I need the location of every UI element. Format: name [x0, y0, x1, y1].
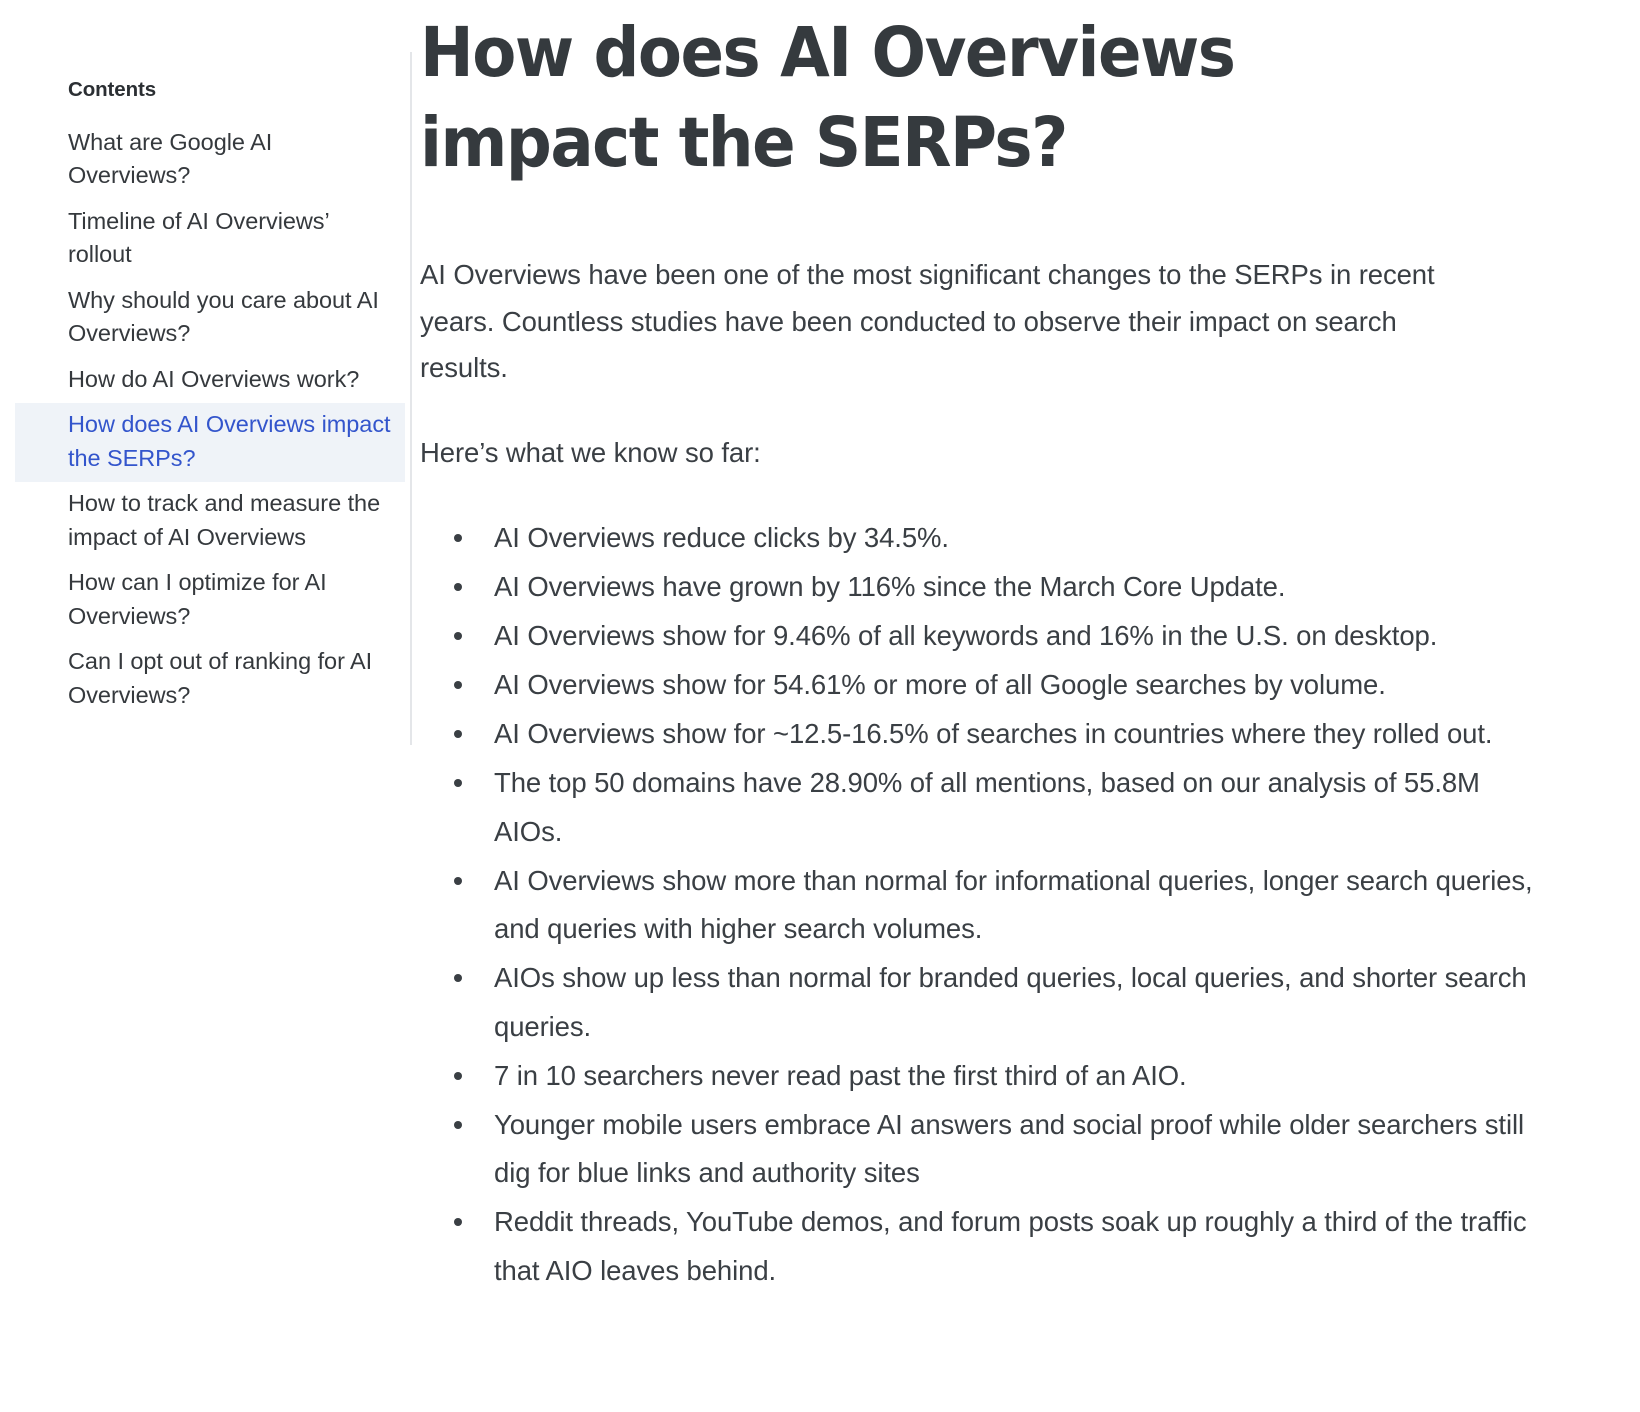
lead-in-paragraph: Here’s what we know so far:	[420, 436, 761, 468]
bullet-icon	[454, 681, 462, 689]
bullet-icon	[454, 779, 462, 787]
list-item	[420, 954, 1550, 1051]
list-item	[420, 563, 1550, 612]
bullet-icon	[454, 1072, 462, 1080]
toc-item-5[interactable]: How to track and measure the impact of AI Overviews	[68, 490, 381, 550]
toc-item-active-4[interactable]: How does AI Overviews impact the SERPs?	[15, 403, 405, 482]
list-item-text: Younger mobile users embrace AI answers and social proof while older searchers still dig for blue links and authority sites	[494, 1108, 1524, 1188]
bullet-icon	[454, 1121, 462, 1129]
list-item	[420, 857, 1550, 954]
list-item-text: AI Overviews show for ~12.5-16.5% of searches in countries where they rolled out.	[494, 718, 1493, 749]
fact-list	[420, 514, 1580, 1295]
list-item	[420, 1198, 1550, 1295]
list-item-text: AI Overviews reduce clicks by 34.5%.	[494, 522, 949, 553]
toc-item-0[interactable]: What are Google AI Overviews?	[68, 128, 273, 189]
list-item	[420, 710, 1550, 759]
list-item-text: AIOs show up less than normal for branded queries, local queries, and shorter search queries.	[494, 962, 1527, 1042]
article-body	[420, 252, 1580, 1295]
toc-item-7[interactable]: Can I opt out of ranking for AI Overviews?	[68, 648, 373, 708]
toc-item-1[interactable]: Timeline of AI Overviews’ rollout	[68, 207, 329, 268]
bullet-icon	[454, 974, 462, 982]
page-title: How does AI Overviews impact the SERPs?	[420, 13, 1235, 183]
list-item	[420, 661, 1550, 710]
list-item-text: AI Overviews show more than normal for informational queries, longer search queries, and queries with higher search volumes.	[494, 864, 1533, 944]
list-item-text: Reddit threads, YouTube demos, and forum posts soak up roughly a third of the traffic that AIO leaves behind.	[494, 1206, 1527, 1286]
toc-divider	[410, 52, 412, 745]
table-of-contents	[0, 0, 412, 1412]
article-main	[412, 0, 1640, 1296]
list-item-text: The top 50 domains have 28.90% of all mentions, based on our analysis of 55.8M AIOs.	[494, 767, 1480, 847]
toc-item-6[interactable]: How can I optimize for AI Overviews?	[68, 569, 327, 629]
list-item	[420, 1101, 1550, 1198]
bullet-icon	[454, 583, 462, 591]
list-item	[420, 514, 1550, 563]
list-item-text: AI Overviews show for 9.46% of all keywords and 16% in the U.S. on desktop.	[494, 620, 1438, 651]
toc-heading: Contents	[68, 78, 157, 101]
list-item	[420, 759, 1550, 856]
bullet-icon	[454, 1218, 462, 1226]
list-item-text: AI Overviews show for 54.61% or more of all Google searches by volume.	[494, 669, 1386, 700]
toc-item-2[interactable]: Why should you care about AI Overviews?	[68, 286, 379, 347]
list-item	[420, 612, 1550, 661]
list-item	[420, 1052, 1550, 1101]
list-item-text: 7 in 10 searchers never read past the first third of an AIO.	[494, 1059, 1187, 1091]
bullet-icon	[454, 877, 462, 885]
bullet-icon	[454, 730, 462, 738]
bullet-icon	[454, 632, 462, 640]
toc-item-3[interactable]: How do AI Overviews work?	[68, 365, 360, 392]
intro-paragraph: AI Overviews have been one of the most significant changes to the SERPs in recent years. Countless studies have been conducted to observe their impact on search results.	[420, 259, 1435, 383]
bullet-icon	[454, 534, 462, 542]
toc-list	[0, 121, 412, 720]
list-item-text: AI Overviews have grown by 116% since the March Core Update.	[494, 571, 1286, 602]
